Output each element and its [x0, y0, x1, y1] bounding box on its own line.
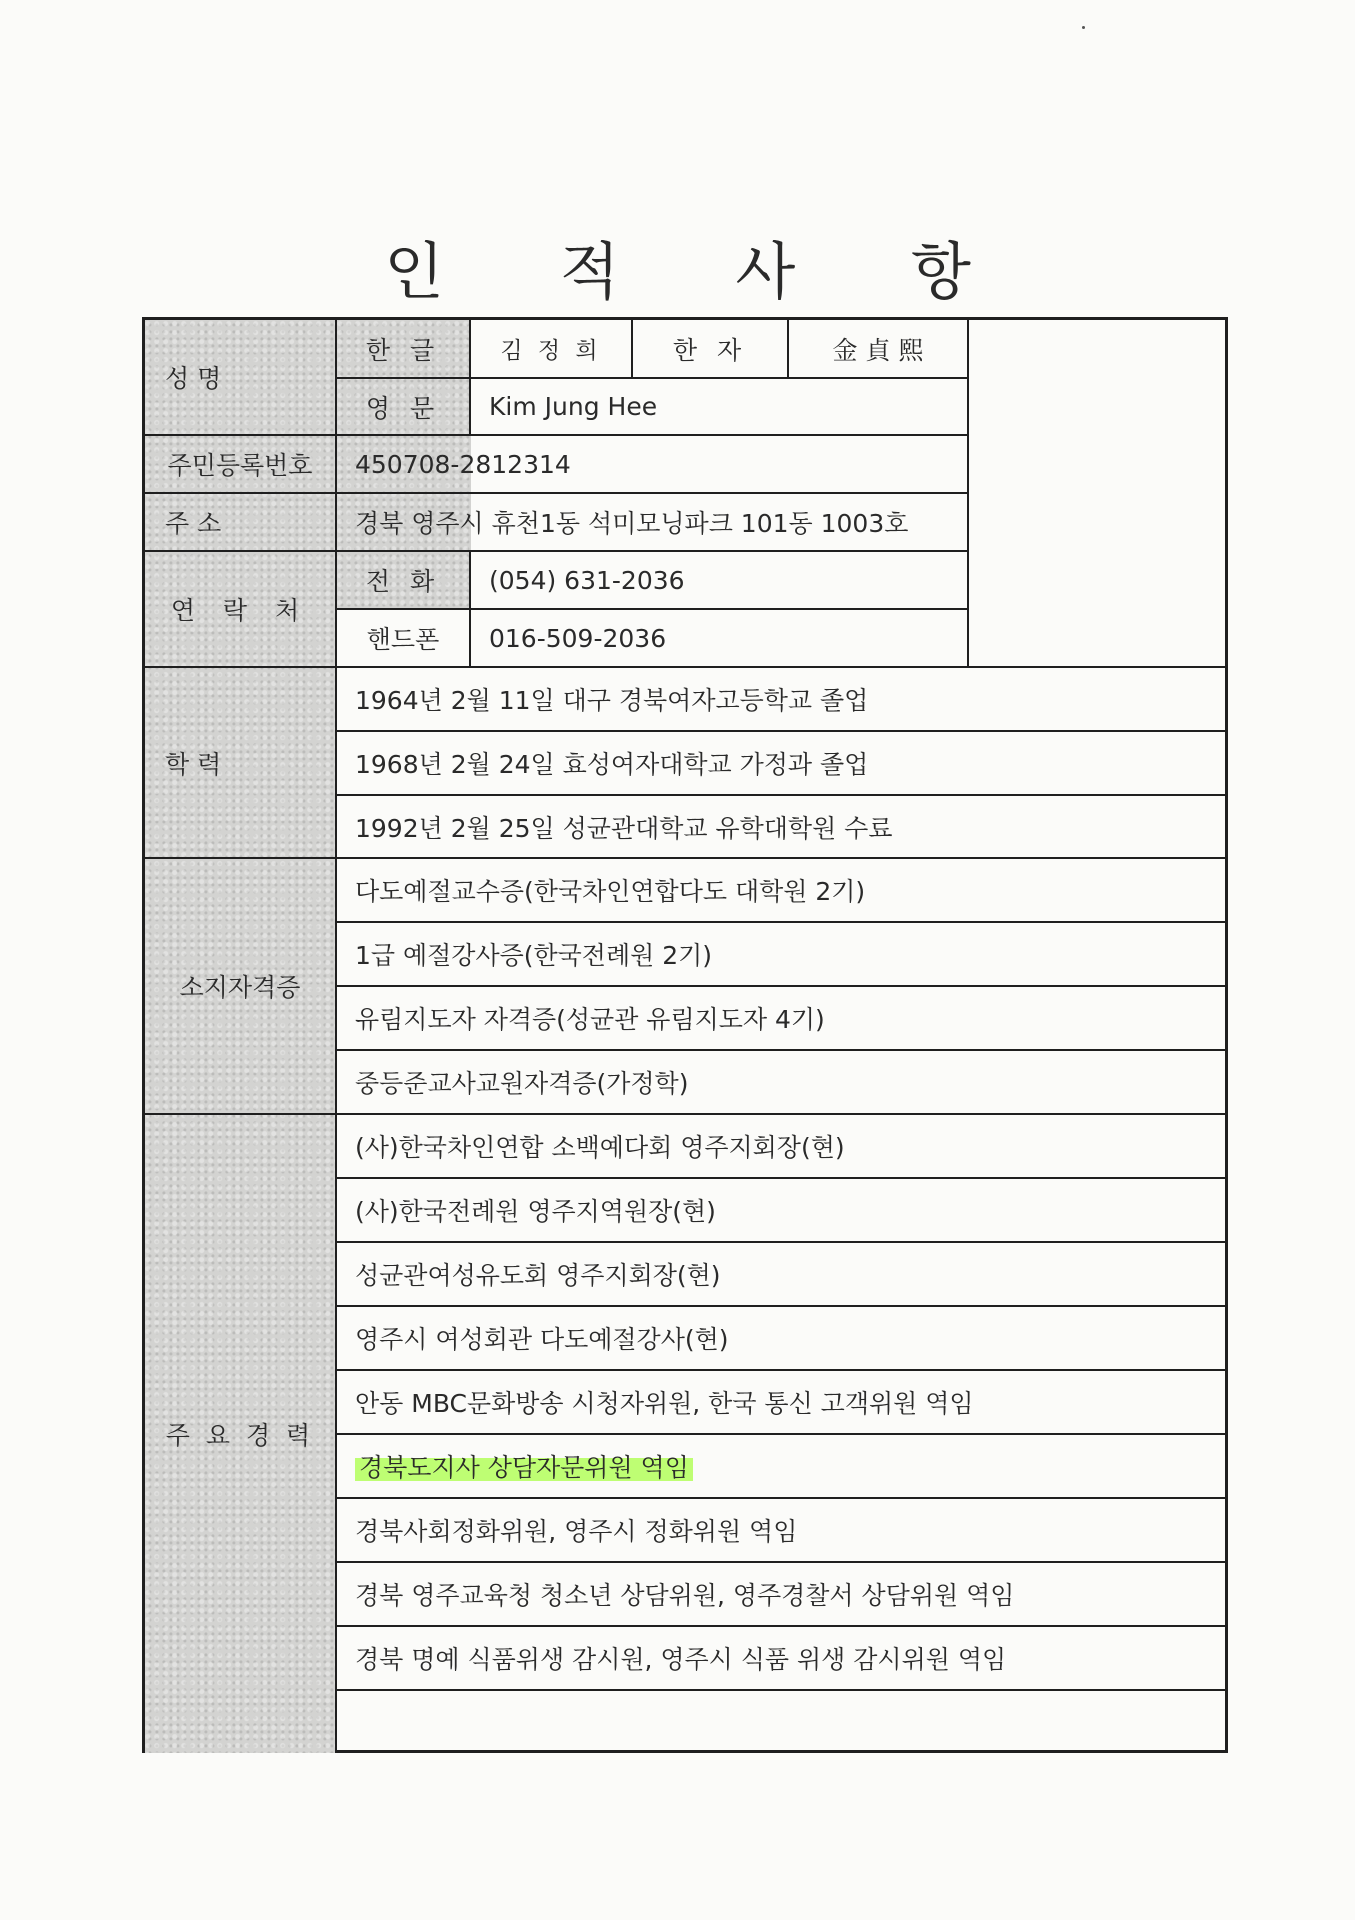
hangul-label: 한 글	[365, 335, 441, 365]
certification-item: 중등준교사교원자격증(가정학)	[355, 1069, 689, 1098]
certification-item: 다도예절교수증(한국차인연합다도 대학원 2기)	[355, 877, 866, 906]
hanja-name-value: 金 貞 熙	[832, 335, 924, 365]
career-item: 안동 MBC문화방송 시청자위원, 한국 통신 고객위원 역임	[355, 1389, 974, 1418]
career-item-highlighted	[337, 1435, 1228, 1497]
career-label: 주 요 경 력	[165, 1421, 315, 1450]
education-item: 1992년 2월 25일 성균관대학교 유학대학원 수료	[355, 813, 893, 843]
career-item: 성균관여성유도회 영주지회장(현)	[355, 1261, 721, 1290]
resident-id-value: 450708-2812314	[355, 449, 571, 479]
career-item: (사)한국차인연합 소백예다회 영주지회장(현)	[355, 1133, 845, 1162]
career-item-empty	[337, 1691, 1228, 1753]
phone-label: 전 화	[365, 567, 441, 596]
hangul-name-value: 김 정 희	[500, 338, 602, 364]
mobile-value: 016-509-2036	[489, 623, 667, 653]
certifications-label: 소지자격증	[179, 973, 301, 1002]
career-item: (사)한국전례원 영주지역원장(현)	[355, 1197, 716, 1226]
phone-value: (054) 631-2036	[489, 565, 685, 595]
address-label	[145, 494, 335, 550]
hanja-label: 한 자	[672, 335, 748, 365]
certification-item: 유림지도자 자격증(성균관 유림지도자 4기)	[355, 1005, 825, 1034]
english-name-value: Kim Jung Hee	[489, 392, 658, 421]
career-item: 영주시 여성회관 다도예절강사(현)	[355, 1325, 729, 1354]
resident-id-label: 주민등록번호	[167, 451, 313, 480]
education-item: 1968년 2월 24일 효성여자대학교 가정과 졸업	[355, 750, 869, 779]
english-label: 영 문	[365, 393, 441, 423]
certification-item: 1급 예절강사증(한국전례원 2기)	[355, 941, 713, 970]
career-item: 경북사회정화위원, 영주시 정화위원 역임	[355, 1517, 798, 1546]
career-item: 경북 명예 식품위생 감시원, 영주시 식품 위생 감시위원 역임	[355, 1645, 1007, 1674]
highlight-marker: 경북도지사 상담자문위원 역임	[355, 1448, 693, 1484]
resume-table	[142, 317, 1228, 1753]
education-item: 1964년 2월 11일 대구 경북여자고등학교 졸업	[355, 686, 869, 715]
name-label	[145, 320, 335, 434]
address-label-text: 주 소	[165, 509, 222, 538]
mobile-label: 핸드폰	[366, 625, 440, 654]
career-item: 경북 영주교육청 청소년 상담위원, 영주경찰서 상담위원 역임	[355, 1581, 1015, 1610]
education-label	[145, 668, 335, 857]
contact-label: 연 락 처	[170, 596, 310, 625]
scan-speck	[1082, 26, 1085, 29]
page-title: 인 적 사 항	[384, 234, 1019, 308]
address-value: 경북 영주시 휴천1동 석미모닝파크 101동 1003호	[355, 509, 909, 538]
name-label-text: 성 명	[165, 364, 222, 393]
education-label-text: 학 력	[165, 749, 222, 779]
